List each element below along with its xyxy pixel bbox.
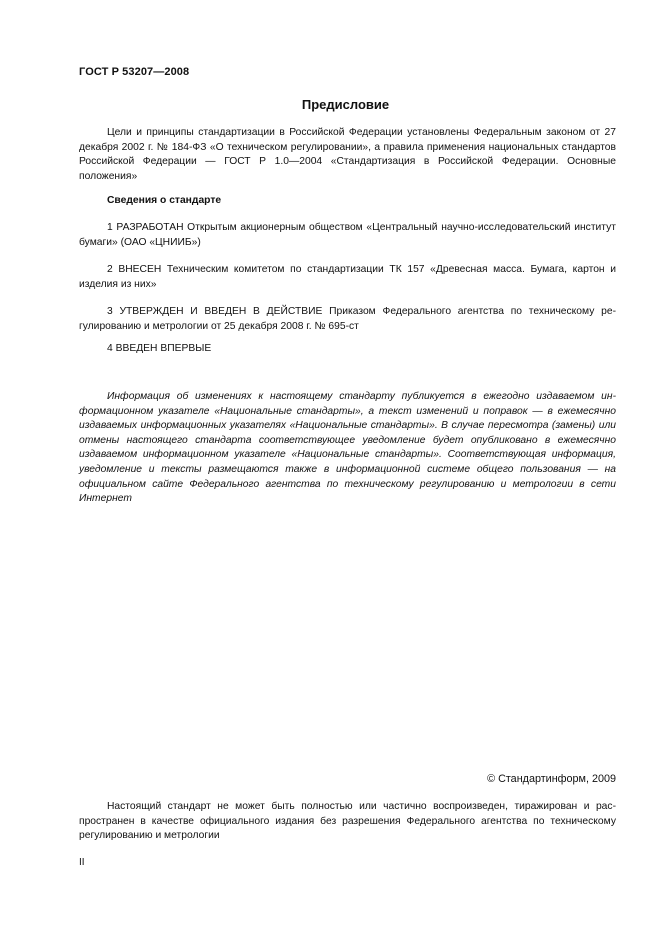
- standard-item-4: 4 ВВЕДЕН ВПЕРВЫЕ: [107, 343, 212, 354]
- intro-paragraph: Цели и принципы стандартизации в Российской Федерации установлены Федеральным законом от 27 декабря 2002 г. № 184-ФЗ «О техническом регулировании», а правила применения национальных стандартов Российской Федерации — ГОСТ Р 1.0—2004 «Стандартизация в Российской Федерации. Основные положения»: [79, 127, 616, 182]
- page-number: II: [79, 857, 85, 868]
- copyright-line: © Стандартинформ, 2009: [487, 773, 616, 785]
- changes-notice-paragraph: Информация об изменениях к настоящему стандарту публикуется в ежегодно издаваемом информационном указателе «Национальные стандарты», а текст изменений и поправок — в ежемесячно издаваемых информационных указателях «Национальные стандарты». В случае пересмотра (замены) или отмены настоящего стандарта соответствующее уведомление будет опубликовано в ежемесячно издаваемом информационном указателе «Национальные стандарты». Соответствующая информация, уведомление и тексты размещаются также в информационной системе общего пользования — на официальном сайте Федерального агентства по техническому регулированию и метрологии в сети Интернет: [79, 391, 616, 505]
- document-code-header: ГОСТ Р 53207—2008: [79, 66, 190, 78]
- standard-item-3: 3 УТВЕРЖДЕН И ВВЕДЕН В ДЕЙСТВИЕ Приказом Федерального агентства по техническому регулированию и метрологии от 25 декабря 2008 г. № 695-ст: [79, 306, 616, 332]
- section-title: Предисловие: [301, 97, 390, 112]
- standard-info-heading: Сведения о стандарте: [107, 195, 222, 206]
- reproduction-notice-paragraph: Настоящий стандарт не может быть полностью или частично воспроизведен, тиражирован и распространен в качестве официального издания без разрешения Федерального агентства по техническому регулированию и метрологии: [79, 801, 616, 842]
- standard-item-2: 2 ВНЕСЕН Техническим комитетом по стандартизации ТК 157 «Древесная масса. Бумага, картон и изделия из них»: [79, 264, 616, 290]
- standard-item-1: 1 РАЗРАБОТАН Открытым акционерным обществом «Центральный научно-исследовательский институт бумаги» (ОАО «ЦНИИБ»): [79, 222, 616, 248]
